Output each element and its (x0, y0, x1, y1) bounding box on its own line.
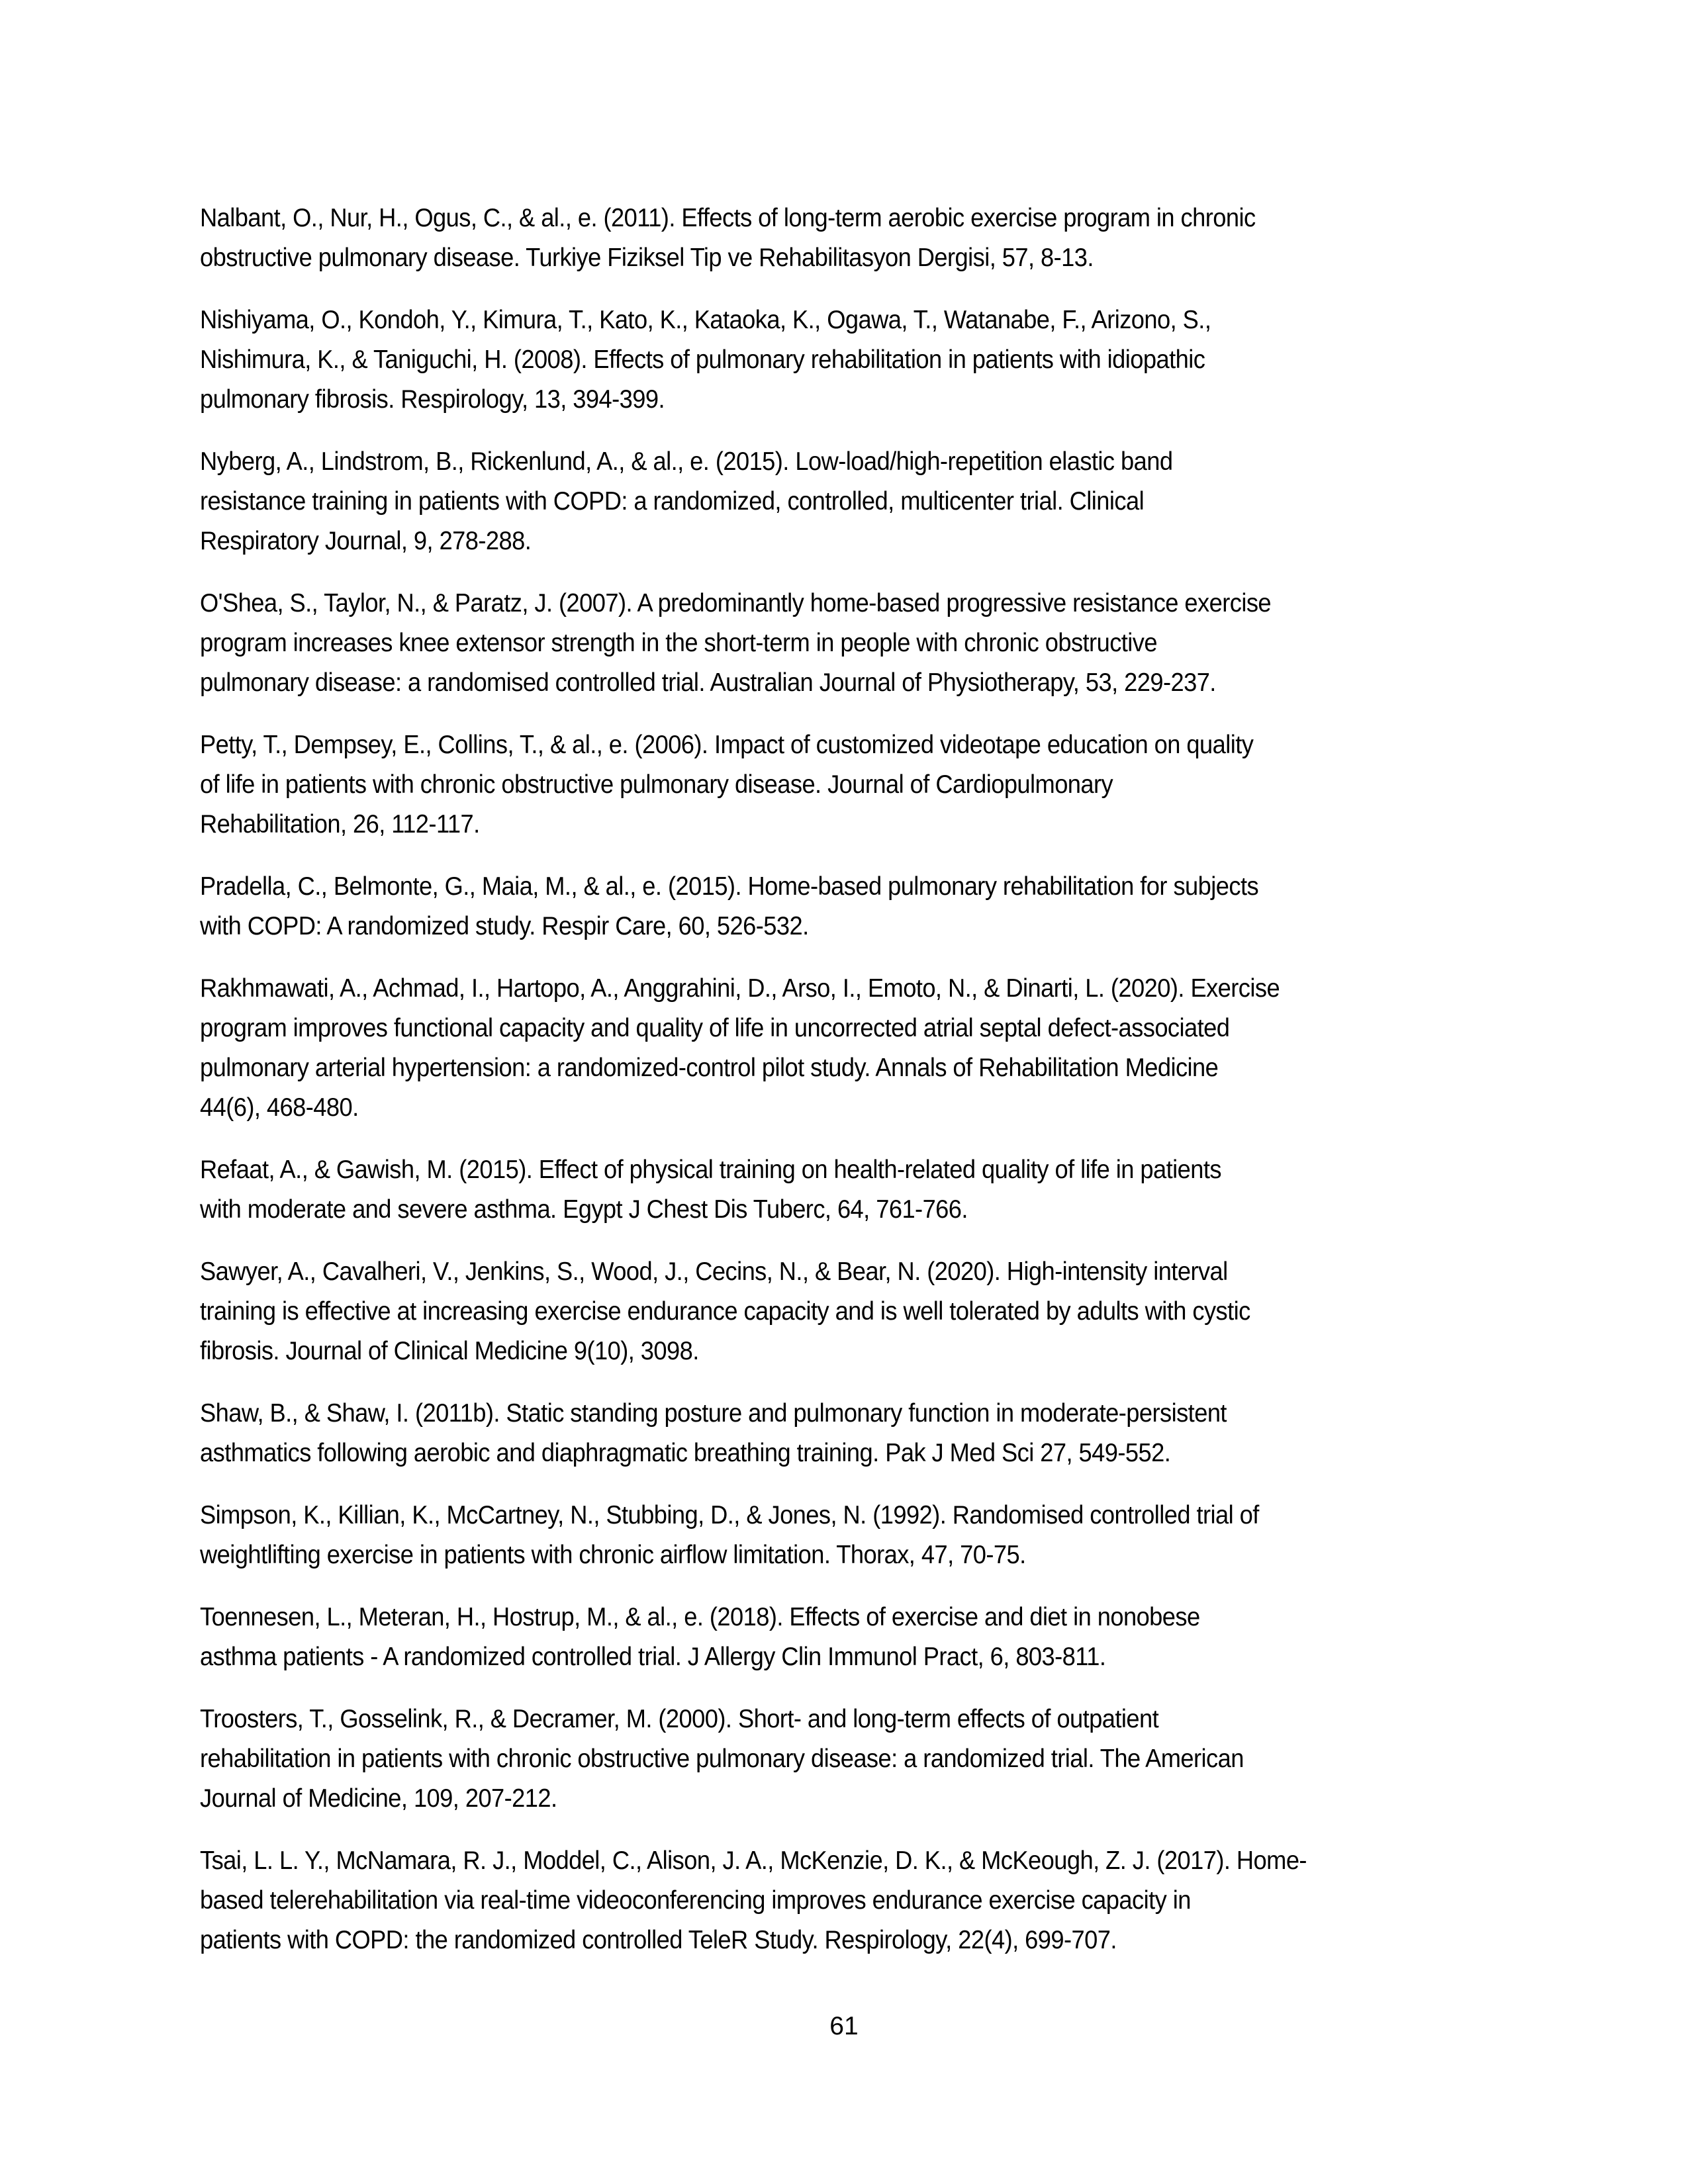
reference-line: rehabilitation in patients with chronic obstructive pulmonary disease: a randomized trial. The American (200, 1745, 1244, 1773)
reference-line: obstructive pulmonary disease. Turkiye Fiziksel Tip ve Rehabilitasyon Dergisi, 57, 8-13. (200, 244, 1094, 272)
reference-line: with moderate and severe asthma. Egypt J Chest Dis Tuberc, 64, 761-766. (200, 1195, 968, 1224)
reference-line: Refaat, A., & Gawish, M. (2015). Effect of physical training on health-related quality of life in patients (200, 1156, 1221, 1184)
reference-line: of life in patients with chronic obstructive pulmonary disease. Journal of Cardiopulmonary (200, 770, 1113, 799)
page-number: 61 (829, 2012, 859, 2040)
reference-line: Nishimura, K., & Taniguchi, H. (2008). Effects of pulmonary rehabilitation in patients with idiopathic (200, 345, 1205, 374)
reference-tsai (200, 1841, 1497, 1960)
reference-line: training is effective at increasing exercise endurance capacity and is well tolerated by adults with cystic (200, 1297, 1250, 1326)
reference-line: Journal of Medicine, 109, 207-212. (200, 1784, 557, 1813)
reference-line: pulmonary fibrosis. Respirology, 13, 394-399. (200, 385, 665, 414)
reference-line: Nalbant, O., Nur, H., Ogus, C., & al., e. (2011). Effects of long-term aerobic exercise program in chronic (200, 204, 1256, 232)
reference-petty (200, 725, 1497, 844)
reference-list (200, 199, 1497, 1983)
reference-oshea (200, 584, 1497, 703)
reference-line: 44(6), 468-480. (200, 1093, 359, 1122)
reference-line: O'Shea, S., Taylor, N., & Paratz, J. (2007). A predominantly home-based progressive resistance exercise (200, 589, 1272, 617)
reference-line: based telerehabilitation via real-time videoconferencing improves endurance exercise capacity in (200, 1886, 1191, 1915)
reference-line: Pradella, C., Belmonte, G., Maia, M., & al., e. (2015). Home-based pulmonary rehabilitation for subjects (200, 872, 1259, 901)
reference-line: Shaw, B., & Shaw, I. (2011b). Static standing posture and pulmonary function in moderate-persistent (200, 1399, 1227, 1428)
reference-line: Simpson, K., Killian, K., McCartney, N., Stubbing, D., & Jones, N. (1992). Randomised controlled trial of (200, 1501, 1259, 1529)
reference-line: Nyberg, A., Lindstrom, B., Rickenlund, A., & al., e. (2015). Low-load/high-repetition elastic band (200, 447, 1173, 476)
reference-line: Petty, T., Dempsey, E., Collins, T., & al., e. (2006). Impact of customized videotape education on quality (200, 731, 1254, 759)
reference-line: resistance training in patients with COPD: a randomized, controlled, multicenter trial. Clinical (200, 487, 1145, 516)
reference-refaat (200, 1150, 1497, 1230)
reference-sawyer (200, 1252, 1497, 1371)
reference-nyberg (200, 442, 1497, 561)
reference-line: Toennesen, L., Meteran, H., Hostrup, M., & al., e. (2018). Effects of exercise and diet in nonobese (200, 1603, 1200, 1631)
reference-pradella (200, 867, 1497, 946)
reference-line: Nishiyama, O., Kondoh, Y., Kimura, T., Kato, K., Kataoka, K., Ogawa, T., Watanabe, F., Arizono, S., (200, 306, 1211, 334)
reference-line: program increases knee extensor strength in the short-term in people with chronic obstructive (200, 629, 1157, 657)
reference-simpson (200, 1496, 1497, 1575)
reference-line: fibrosis. Journal of Clinical Medicine 9(10), 3098. (200, 1337, 699, 1365)
reference-line: pulmonary disease: a randomised controlled trial. Australian Journal of Physiotherapy, 53, 229-237. (200, 668, 1216, 697)
reference-line: asthmatics following aerobic and diaphragmatic breathing training. Pak J Med Sci 27, 549-552. (200, 1439, 1171, 1467)
reference-line: patients with COPD: the randomized controlled TeleR Study. Respirology, 22(4), 699-707. (200, 1926, 1117, 1954)
reference-line: with COPD: A randomized study. Respir Care, 60, 526-532. (200, 912, 809, 940)
reference-line: asthma patients - A randomized controlled trial. J Allergy Clin Immunol Pract, 6, 803-811. (200, 1643, 1106, 1671)
reference-nishiyama (200, 300, 1497, 420)
reference-line: Troosters, T., Gosselink, R., & Decramer, M. (2000). Short- and long-term effects of outpatient (200, 1705, 1159, 1733)
reference-line: pulmonary arterial hypertension: a randomized-control pilot study. Annals of Rehabilitation Medicine (200, 1054, 1219, 1082)
reference-toennesen (200, 1598, 1497, 1677)
reference-line: Tsai, L. L. Y., McNamara, R. J., Moddel, C., Alison, J. A., McKenzie, D. K., & McKeough, Z. J. (2017). Home- (200, 1846, 1307, 1875)
reference-line: Sawyer, A., Cavalheri, V., Jenkins, S., Wood, J., Cecins, N., & Bear, N. (2020). High-intensity interval (200, 1257, 1228, 1286)
reference-nalbant (200, 199, 1497, 278)
reference-line: Respiratory Journal, 9, 278-288. (200, 527, 532, 555)
reference-line: Rakhmawati, A., Achmad, I., Hartopo, A., Anggrahini, D., Arso, I., Emoto, N., & Dinarti, L. (2020). Exercise (200, 974, 1280, 1003)
reference-line: Rehabilitation, 26, 112-117. (200, 810, 480, 839)
reference-rakhmawati (200, 969, 1497, 1128)
reference-line: weightlifting exercise in patients with chronic airflow limitation. Thorax, 47, 70-75. (200, 1541, 1026, 1569)
reference-shaw (200, 1394, 1497, 1473)
reference-line: program improves functional capacity and quality of life in uncorrected atrial septal defect-associated (200, 1014, 1230, 1042)
reference-troosters (200, 1700, 1497, 1819)
